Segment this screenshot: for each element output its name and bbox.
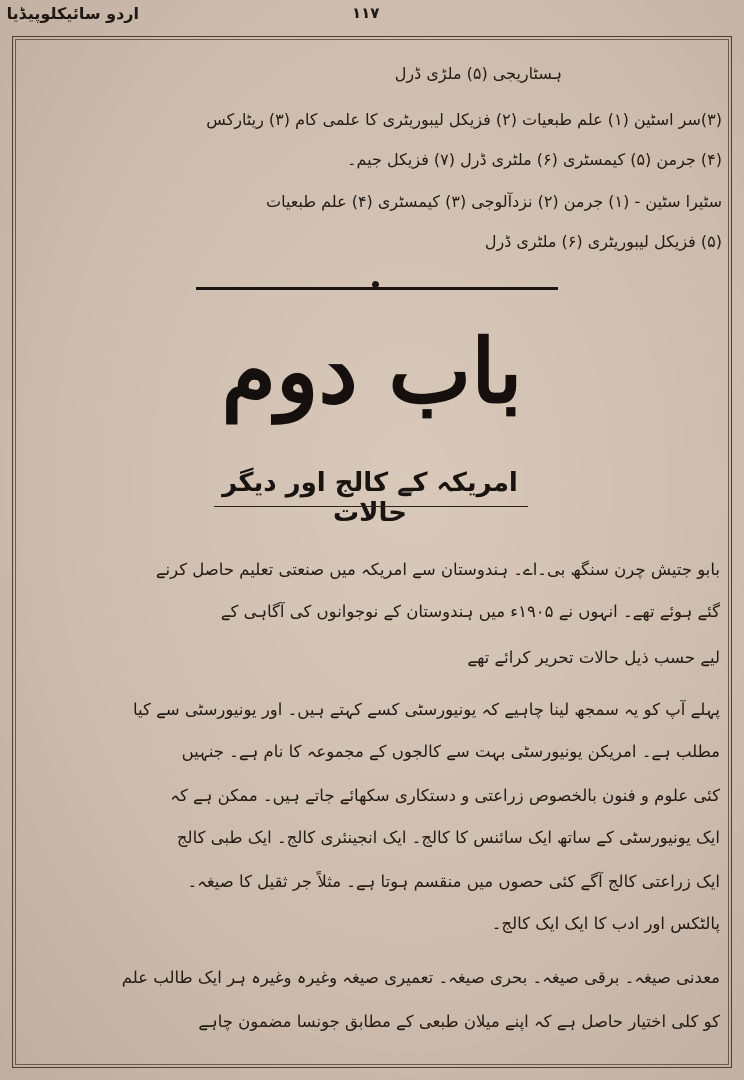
running-title: اردو سائیکلوپیڈیا — [6, 4, 139, 23]
body-line-2: گئے ہوئے تھے۔ انہوں نے ۱۹۰۵ء میں ہندوستان کے نوجوانوں کی آگاہی کے — [220, 602, 720, 621]
body-line-6: کئی علوم و فنون بالخصوص زراعتی و دستکاری سکھائے جاتے ہیں۔ ممکن ہے کہ — [170, 786, 720, 805]
subject-list-line-2: (۳)سر اسٹین (۱) علم طبعیات (۲) فزیکل لیبوریٹری کا علمی کام (۳) ریٹارکس — [206, 110, 722, 129]
body-line-9: پالٹکس اور ادب کا ایک ایک کالج۔ — [491, 914, 720, 933]
body-line-5: مطلب ہے۔ امریکن یونیورسٹی بہت سے کالجوں کے مجموعہ کا نام ہے۔ جنہیں — [181, 742, 720, 761]
chapter-subtitle-underline — [214, 506, 528, 507]
subject-list-line-1: ہسٹاریجی (۵) ملڑی ڈرل — [394, 64, 562, 83]
body-line-4: پہلے آپ کو یہ سمجھ لینا چاہیے کہ یونیورسٹی کسے کہتے ہیں۔ اور یونیورسٹی سے کیا — [133, 700, 720, 719]
subject-list-line-3: (۴) جرمن (۵) کیمسٹری (۶) ملٹری ڈرل (۷) فزیکل جیم۔ — [347, 150, 722, 169]
page-number: ۱۱۷ — [352, 4, 380, 22]
body-line-8: ایک زراعتی کالج آگے کئی حصوں میں منقسم ہوتا ہے۔ مثلاً جر ثقیل کا صیغہ۔ — [187, 872, 720, 891]
body-line-1: بابو جتیش چرن سنگھ بی۔اے۔ ہندوستان سے امریکہ میں صنعتی تعلیم حاصل کرنے — [155, 560, 720, 579]
chapter-subtitle: امریکہ کے کالج اور دیگر حالات — [222, 468, 518, 528]
chapter-title: باب دوم — [221, 319, 523, 423]
body-line-3: لیے حسب ذیل حالات تحریر کرائے تھے — [467, 648, 720, 667]
subject-list-line-4: سٹیرا سٹین - (۱) جرمن (۲) نزدآلوجی (۳) کیمسٹری (۴) علم طبعیات — [266, 192, 722, 211]
body-line-10: معدنی صیغہ۔ برقی صیغہ۔ بحری صیغہ۔ تعمیری صیغہ وغیرہ وغیرہ ہر ایک طالب علم — [121, 968, 720, 987]
chapter-heading-rule — [196, 287, 558, 296]
body-line-11: کو کلی اختیار حاصل ہے کہ اپنے میلان طبعی کے مطابق جونسا مضمون چاہے — [198, 1012, 720, 1031]
page-header — [0, 0, 744, 34]
subject-list-line-5: (۵) فزیکل لیبوریٹری (۶) ملٹری ڈرل — [484, 232, 722, 251]
body-line-7: ایک یونیورسٹی کے ساتھ ایک سائنس کا کالج۔ ایک انجینئری کالج۔ ایک طبی کالج — [176, 828, 720, 847]
